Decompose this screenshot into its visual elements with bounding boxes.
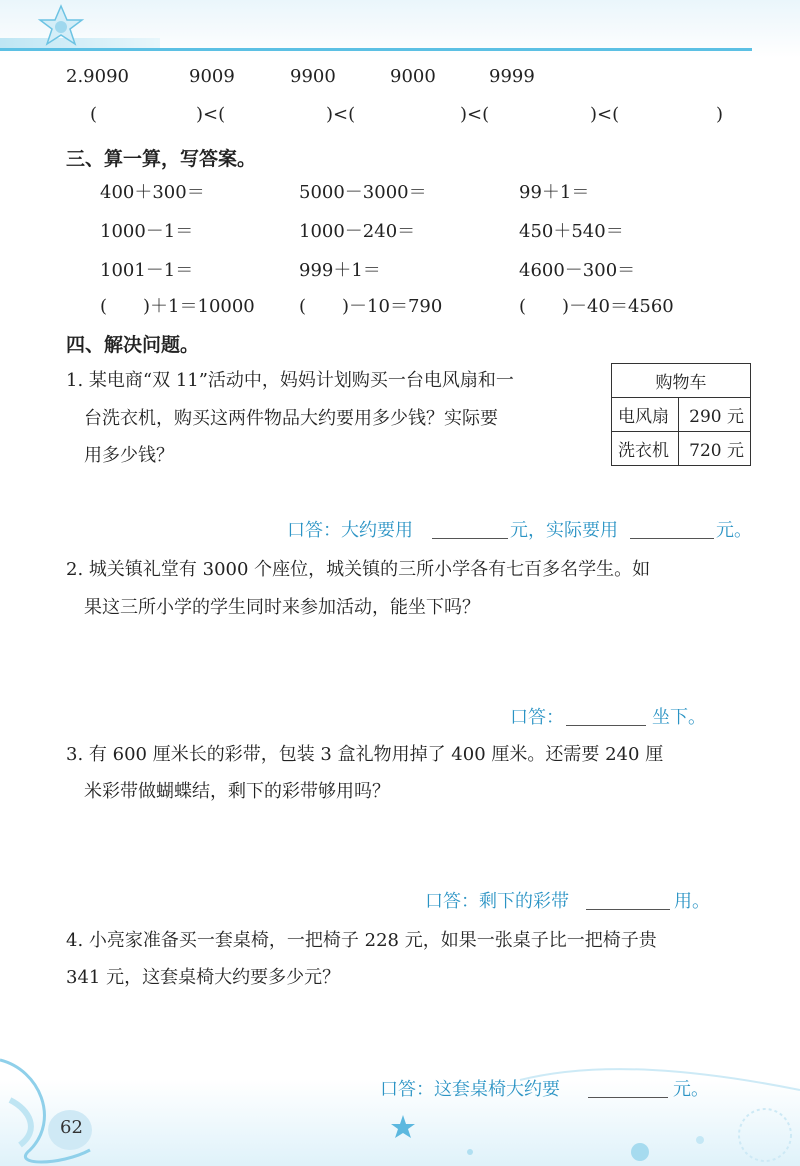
cart-item-name: 电风扇 xyxy=(612,398,679,432)
calc-r2-c2: 1000－240＝ xyxy=(299,221,416,242)
calc-r2-c3: 450＋540＝ xyxy=(519,221,624,242)
p3-answer-suffix: 用。 xyxy=(674,891,710,912)
calc-r4-c1: ( )＋1＝10000 xyxy=(100,296,255,317)
calc-r1-c1: 400＋300＝ xyxy=(100,182,205,203)
cart-item-price: 290 元 xyxy=(679,398,751,432)
p2-answer-prefix: 口答： xyxy=(510,707,564,728)
compare-paren-3: )<( xyxy=(326,104,356,125)
calc-r4-c3: ( )－40＝4560 xyxy=(519,296,674,317)
calc-r3-c1: 1001－1＝ xyxy=(100,260,194,281)
p1-blank-actual[interactable] xyxy=(630,518,714,539)
cart-title: 购物车 xyxy=(612,364,751,398)
p4-line-1: 4. 小亮家准备买一套桌椅，一把椅子 228 元，如果一张桌子比一把椅子贵 xyxy=(66,930,657,951)
bottom-swirl-decoration xyxy=(0,1040,800,1166)
p3-blank[interactable] xyxy=(586,889,670,910)
q2-number-1: 2.9090 xyxy=(66,66,129,87)
p1-answer-prefix: 口答：大约要用 xyxy=(287,520,413,541)
calc-r3-c2: 999＋1＝ xyxy=(299,260,381,281)
calc-r2-c1: 1000－1＝ xyxy=(100,221,194,242)
q2-number-5: 9999 xyxy=(489,66,535,87)
p1-answer-middle: 元，实际要用 xyxy=(510,520,618,541)
calc-r1-c2: 5000－3000＝ xyxy=(299,182,427,203)
p2-line-2: 果这三所小学的学生同时来参加活动，能坐下吗？ xyxy=(84,597,480,618)
compare-paren-4: )<( xyxy=(460,104,490,125)
p1-blank-estimate[interactable] xyxy=(432,518,508,539)
p3-line-2: 米彩带做蝴蝶结，剩下的彩带够用吗？ xyxy=(84,781,390,802)
q2-number-4: 9000 xyxy=(390,66,436,87)
p1-line-1: 1. 某电商“双 11”活动中，妈妈计划购买一台电风扇和一 xyxy=(66,370,514,391)
compare-paren-1: ( xyxy=(90,104,98,125)
compare-paren-5: )<( xyxy=(590,104,620,125)
p4-line-2: 341 元，这套桌椅大约要多少元？ xyxy=(66,967,341,988)
page-number: 62 xyxy=(60,1117,83,1138)
shopping-cart-table xyxy=(611,363,751,466)
p2-answer-suffix: 坐下。 xyxy=(652,707,706,728)
header-rule xyxy=(0,48,752,51)
p2-line-1: 2. 城关镇礼堂有 3000 个座位，城关镇的三所小学各有七百多名学生。如 xyxy=(66,559,651,580)
q2-number-2: 9009 xyxy=(189,66,235,87)
p2-blank[interactable] xyxy=(566,705,646,726)
p4-answer-prefix: 口答：这套桌椅大约要 xyxy=(380,1079,560,1100)
section4-title: 四、解决问题。 xyxy=(66,334,200,356)
calc-r3-c3: 4600－300＝ xyxy=(519,260,636,281)
p4-answer-suffix: 元。 xyxy=(673,1079,709,1100)
p1-line-3: 用多少钱？ xyxy=(84,445,174,466)
p3-answer-prefix: 口答：剩下的彩带 xyxy=(425,891,569,912)
p3-line-1: 3. 有 600 厘米长的彩带，包装 3 盒礼物用掉了 400 厘米。还需要 240 厘 xyxy=(66,744,664,765)
calc-r1-c3: 99＋1＝ xyxy=(519,182,590,203)
calc-r4-c2: ( )－10＝790 xyxy=(299,296,443,317)
section3-title: 三、算一算，写答案。 xyxy=(66,148,257,170)
p4-blank[interactable] xyxy=(588,1077,668,1098)
compare-paren-2: )<( xyxy=(196,104,226,125)
compare-paren-6: ) xyxy=(716,104,724,125)
cart-item-name: 洗衣机 xyxy=(612,432,679,466)
q2-number-3: 9900 xyxy=(290,66,336,87)
p1-line-2: 台洗衣机，购买这两件物品大约要用多少钱？实际要 xyxy=(84,408,498,429)
star-emblem-icon xyxy=(26,2,96,52)
cart-item-price: 720 元 xyxy=(679,432,751,466)
p1-answer-suffix: 元。 xyxy=(716,520,752,541)
